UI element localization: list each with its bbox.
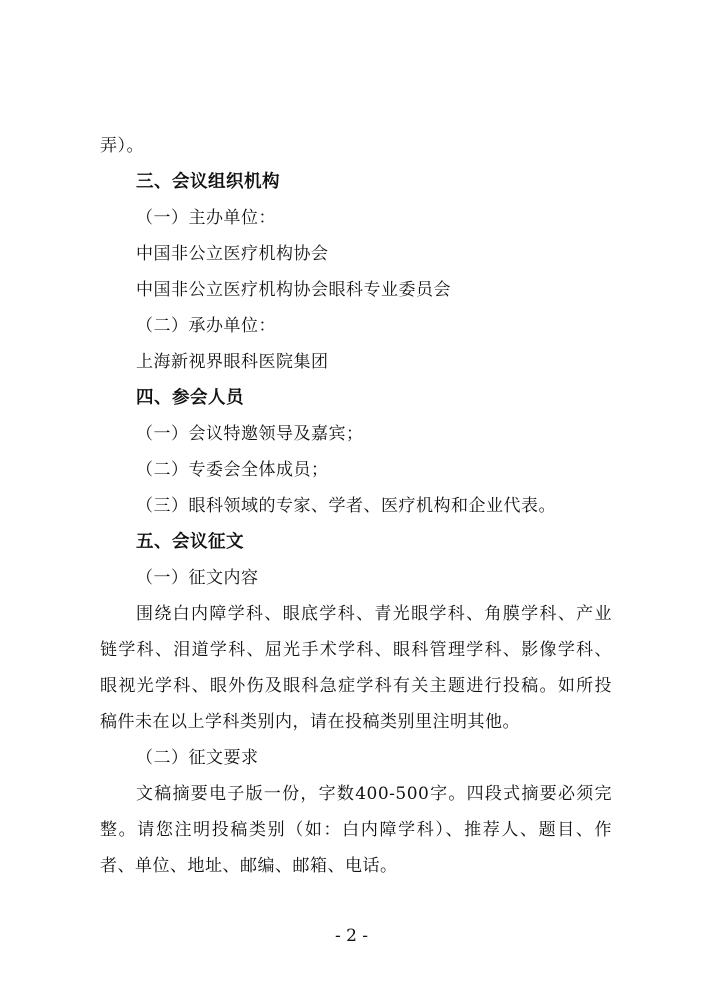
paragraph-content-line-4: 稿件未在以上学科类别内，请在投稿类别里注明其他。 (100, 712, 520, 732)
page-number: - 2 - (334, 926, 369, 946)
paragraph-content-line-3: 眼视光学科、眼外伤及眼科急症学科有关主题进行投稿。如所投 (100, 676, 612, 696)
attendee-item-2: （二）专委会全体成员； (136, 460, 329, 480)
subheading-paper-content: （一）征文内容 (136, 568, 259, 588)
subheading-host: （一）主办单位： (136, 208, 276, 228)
attendee-item-1: （一）会议特邀领导及嘉宾； (136, 424, 364, 444)
subheading-paper-requirements: （二）征文要求 (136, 748, 259, 768)
continued-text-line: 弄）。 (100, 136, 144, 156)
section-heading-papers: 五、会议征文 (136, 532, 244, 552)
organizer-org: 上海新视界眼科医院集团 (136, 352, 329, 372)
paragraph-content-line-2: 链学科、泪道学科、屈光手术学科、眼科管理学科、影像学科、 (100, 640, 612, 660)
subheading-organizer: （二）承办单位： (136, 316, 276, 336)
section-heading-organizers: 三、会议组织机构 (136, 172, 280, 192)
host-org-1: 中国非公立医疗机构协会 (136, 244, 329, 264)
section-heading-attendees: 四、参会人员 (136, 388, 244, 408)
attendee-item-3: （三）眼科领域的专家、学者、医疗机构和企业代表。 (136, 496, 556, 516)
host-org-2: 中国非公立医疗机构协会眼科专业委员会 (136, 280, 451, 300)
paragraph-requirements-line-2: 整。请您注明投稿类别（如：白内障学科）、推荐人、题目、作 (100, 820, 612, 840)
paragraph-requirements-line-3: 者、单位、地址、邮编、邮箱、电话。 (100, 856, 398, 876)
paragraph-content-line-1: 围绕白内障学科、眼底学科、青光眼学科、角膜学科、产业 (136, 604, 612, 624)
paragraph-requirements-line-1: 文稿摘要电子版一份，字数400-500字。四段式摘要必须完 (136, 784, 612, 804)
